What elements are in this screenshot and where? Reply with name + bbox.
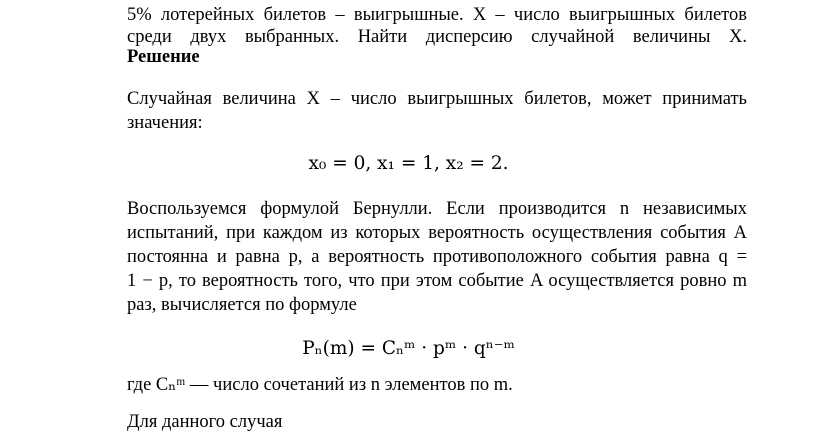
bernoulli-formula: Pₙ(m) = Cₙᵐ · pᵐ · qⁿ⁻ᵐ (302, 338, 515, 359)
para2-line-4: 1 − p, то вероятность того, что при этом событие A осуществляется ровно m (127, 271, 747, 291)
para2-line-5: раз, вычисляется по формуле (127, 295, 357, 315)
para2-line-1: Воспользуемся формулой Бернулли. Если производится n независимых (127, 199, 747, 219)
solution-heading: Решение (127, 47, 200, 67)
where-line: где Cₙᵐ — число сочетаний из n элементов по m. (127, 375, 513, 395)
problem-line-2: среди двух выбранных. Найти дисперсию случайной величины X. (127, 27, 747, 47)
last-line: Для данного случая (127, 412, 283, 432)
para1-line-1: Случайная величина X – число выигрышных билетов, может принимать (127, 89, 747, 109)
problem-line-1: 5% лотерейных билетов – выигрышные. X – число выигрышных билетов (127, 5, 747, 25)
para2-line-2: испытаний, при каждом из которых вероятность осуществления события A (127, 223, 747, 243)
values-formula: x₀ = 0, x₁ = 1, x₂ = 2. (308, 153, 509, 174)
para2-line-3: постоянна и равна p, а вероятность противоположного события равна q = (127, 247, 747, 267)
para1-line-2: значения: (127, 113, 203, 133)
